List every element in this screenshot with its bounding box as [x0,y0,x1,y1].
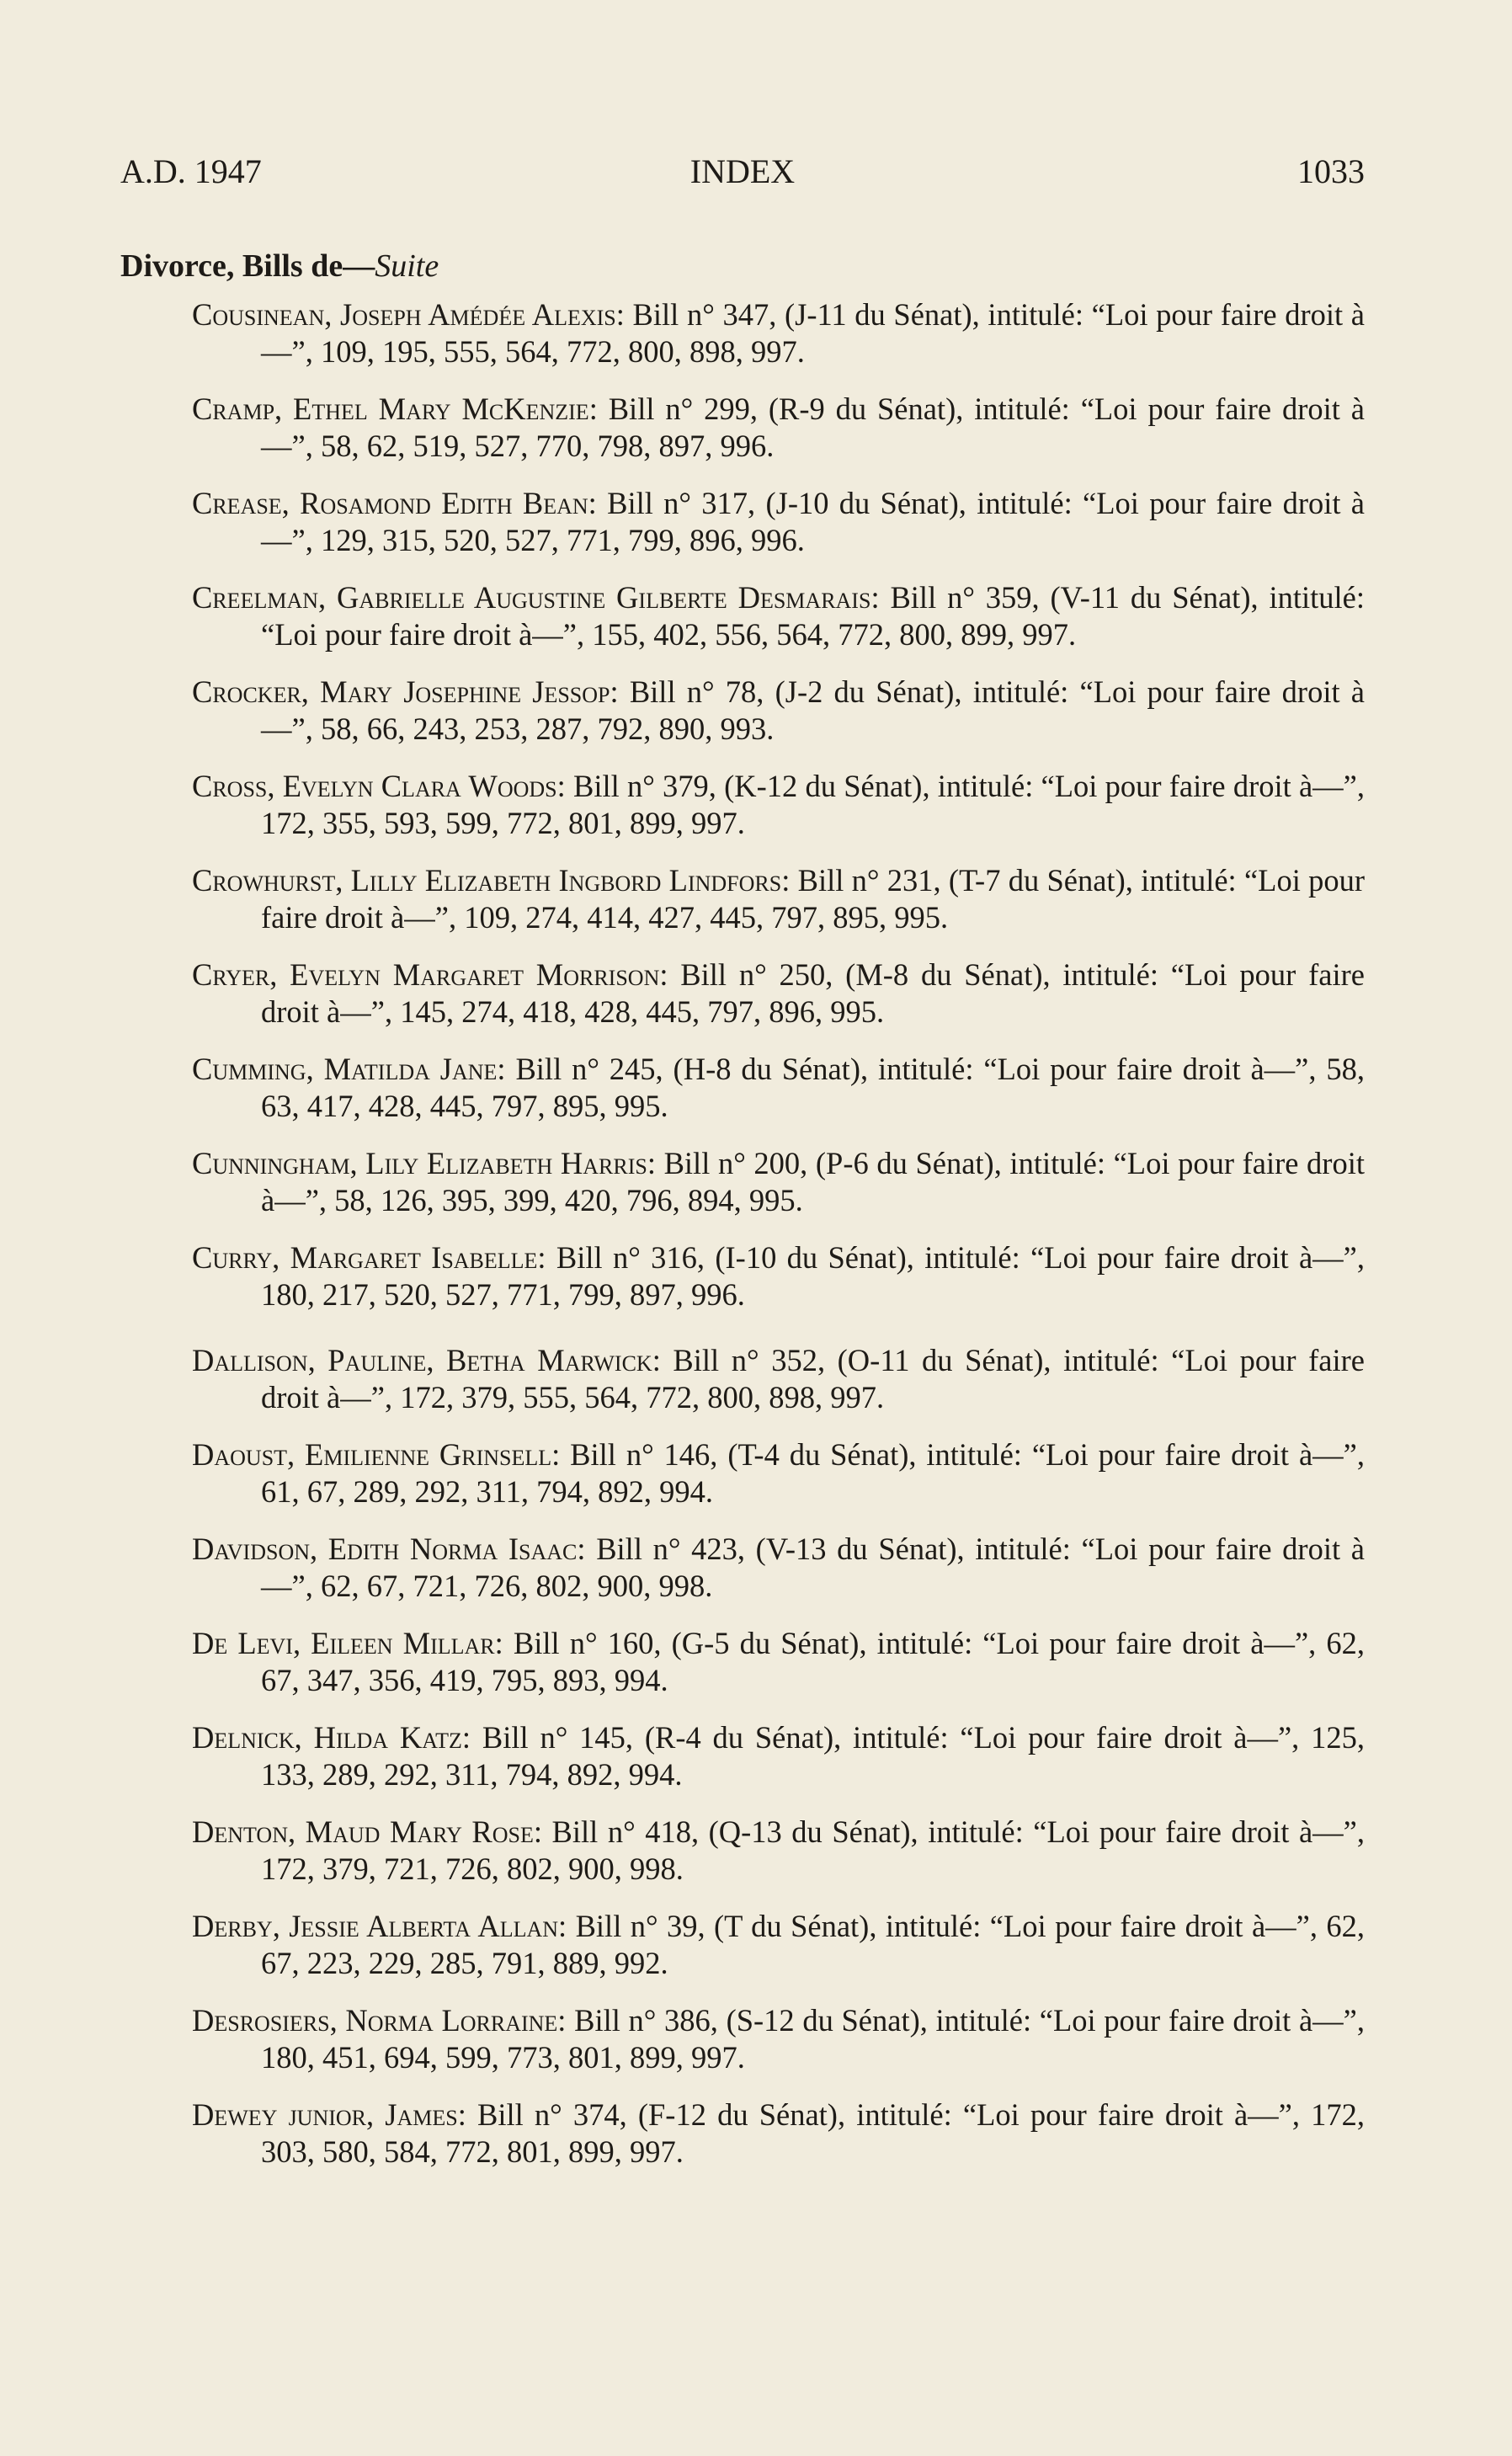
entry-name: Crowhurst, Lilly Elizabeth Ingbord Lindfors [192,863,782,898]
entry-text: : Bill n° 386, (S-12 du Sénat), intitulé: “Loi pour faire droit à—”, 180, 451, 694, 599, 773, 801, 899, 997. [261,2003,1366,2075]
header-title: INDEX [689,152,796,190]
index-entry [192,1908,1365,1982]
section-title: Divorce, Bills de— [120,248,375,284]
entry-text: : Bill n° 316, (I-10 du Sénat), intitulé: “Loi pour faire droit à—”, 180, 217, 520, 527, 771, 799, 897, 996. [261,1240,1365,1312]
section-heading [120,248,439,285]
entry-text: : Bill n° 231, (T-7 du Sénat), intitulé: “Loi pour faire droit à—”, 109, 274, 414, 427, 445, 797, 895, 995. [261,863,1366,935]
entry-text: : Bill n° 39, (T du Sénat), intitulé: “Loi pour faire droit à—”, 62, 67, 223, 229, 285, 791, 889, 992. [261,1909,1365,1980]
entry-text: : Bill n° 250, (M-8 du Sénat), intitulé: “Loi pour faire droit à—”, 145, 274, 418, 428, 445, 797, 896, 995. [261,957,1365,1029]
entry-name: Davidson, Edith Norma Isaac [192,1532,578,1566]
index-entry [192,1051,1365,1125]
entry-text: : Bill n° 78, (J-2 du Sénat), intitulé: “Loi pour faire droit à—”, 58, 66, 243, 253, 287, 792, 890, 993. [261,674,1365,746]
entry-name: Curry, Margaret Isabelle [192,1240,538,1275]
entry-name: Cross, Evelyn Clara Woods [192,769,557,803]
index-entry [192,1625,1365,1699]
entry-text: : Bill n° 347, (J-11 du Sénat), intitulé: “Loi pour faire droit à—”, 109, 195, 555, 564, 772, 800, 898, 997. [261,297,1365,369]
entry-name: Daoust, Emilienne Grinsell [192,1437,552,1472]
entry-text: : Bill n° 374, (F-12 du Sénat), intitulé: “Loi pour faire droit à—”, 172, 303, 580, 584, 772, 801, 899, 997. [261,2097,1366,2169]
index-entry [192,1239,1365,1313]
index-entry [192,1719,1365,1793]
entry-text: : Bill n° 145, (R-4 du Sénat), intitulé: “Loi pour faire droit à—”, 125, 133, 289, 292, 311, 794, 892, 994. [261,1720,1365,1792]
entry-text: : Bill n° 379, (K-12 du Sénat), intitulé: “Loi pour faire droit à—”, 172, 355, 593, 599, 772, 801, 899, 997. [261,769,1365,840]
index-entry [192,485,1365,559]
index-entry [192,862,1365,936]
index-entry [192,768,1365,842]
entry-name: De Levi, Eileen Millar [192,1626,495,1660]
page-number: 1033 [1297,152,1365,190]
entry-text: : Bill n° 245, (H-8 du Sénat), intitulé: “Loi pour faire droit à—”, 58, 63, 417, 428, 445, 797, 895, 995. [261,1052,1366,1123]
index-entry [192,1145,1365,1219]
entry-text: : Bill n° 418, (Q-13 du Sénat), intitulé: “Loi pour faire droit à—”, 172, 379, 721, 726, 802, 900, 998. [261,1814,1365,1886]
entry-name: Cryer, Evelyn Margaret Morrison [192,957,660,992]
entry-name: Crease, Rosamond Edith Bean [192,486,588,520]
entry-text: : Bill n° 146, (T-4 du Sénat), intitulé: “Loi pour faire droit à—”, 61, 67, 289, 292, 311, 794, 892, 994. [261,1437,1365,1509]
entry-text: : Bill n° 423, (V-13 du Sénat), intitulé: “Loi pour faire droit à—”, 62, 67, 721, 726, 802, 900, 998. [261,1532,1365,1603]
entry-name: Derby, Jessie Alberta Allan [192,1909,559,1943]
entry-name: Dewey junior, James [192,2097,458,2132]
entry-name: Cramp, Ethel Mary McKenzie [192,392,589,426]
entry-name: Cumming, Matilda Jane [192,1052,498,1086]
index-entries [192,296,1365,2191]
index-entry [192,391,1365,465]
entry-text: : Bill n° 299, (R-9 du Sénat), intitulé: “Loi pour faire droit à—”, 58, 62, 519, 527, 770, 798, 897, 996. [261,392,1365,463]
index-entry [192,2096,1365,2171]
running-head [120,152,1365,195]
entry-name: Dallison, Pauline, Betha Marwick [192,1343,652,1377]
index-entry [192,579,1365,653]
entry-name: Delnick, Hilda Katz [192,1720,462,1755]
entry-text: : Bill n° 352, (O-11 du Sénat), intitulé: “Loi pour faire droit à—”, 172, 379, 555, 564, 772, 800, 898, 997. [261,1343,1365,1414]
entry-name: Denton, Maud Mary Rose [192,1814,534,1849]
entry-name: Cousinean, Joseph Amédée Alexis [192,297,616,332]
header-year: A.D. 1947 [120,152,262,190]
index-entry [192,1342,1365,1416]
entry-text: : Bill n° 200, (P-6 du Sénat), intitulé: “Loi pour faire droit à—”, 58, 126, 395, 399, 420, 796, 894, 995. [261,1146,1365,1217]
index-entry [192,2002,1365,2076]
index-entry [192,1436,1365,1510]
entry-text: : Bill n° 160, (G-5 du Sénat), intitulé: “Loi pour faire droit à—”, 62, 67, 347, 356, 419, 795, 893, 994. [261,1626,1365,1697]
index-entry [192,956,1365,1031]
index-entry [192,674,1365,748]
index-entry [192,296,1365,370]
entry-name: Cunningham, Lily Elizabeth Harris [192,1146,647,1180]
entry-name: Crocker, Mary Josephine Jessop [192,674,610,709]
index-entry [192,1814,1365,1888]
entry-name: Desrosiers, Norma Lorraine [192,2003,558,2038]
section-suite: Suite [375,248,439,284]
entry-name: Creelman, Gabrielle Augustine Gilberte Desmarais [192,580,871,615]
index-entry [192,1531,1365,1605]
entry-text: : Bill n° 317, (J-10 du Sénat), intitulé: “Loi pour faire droit à—”, 129, 315, 520, 527, 771, 799, 896, 996. [261,486,1366,557]
entry-text: : Bill n° 359, (V-11 du Sénat), intitulé: “Loi pour faire droit à—”, 155, 402, 556, 564, 772, 800, 899, 997. [261,580,1366,652]
